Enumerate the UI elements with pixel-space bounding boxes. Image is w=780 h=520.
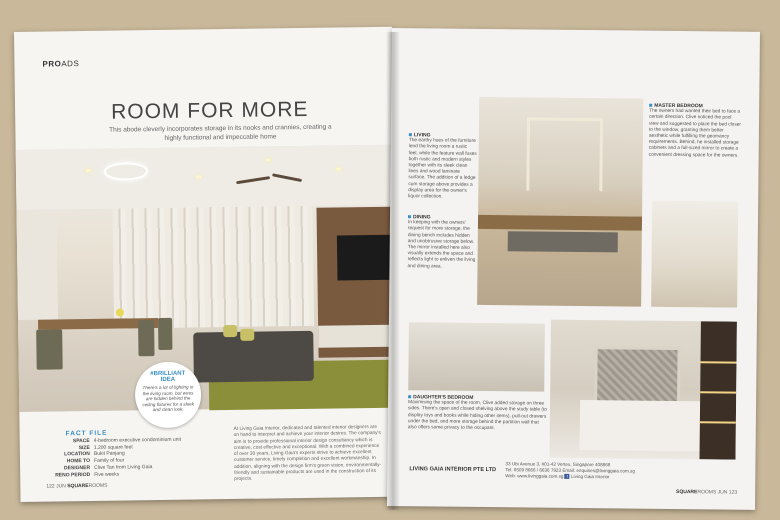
flower-vase [116, 308, 124, 316]
folio-left [46, 483, 107, 490]
fact-label: HOME TO [66, 458, 91, 465]
left-page [14, 27, 399, 502]
contact-address: 33 Ubi Avenue 3, #01-42 Vertex, Singapore 408868 [505, 461, 611, 468]
dining-chair [36, 329, 63, 369]
caption-living [408, 132, 477, 201]
caption-heading: DINING [408, 214, 476, 221]
tv-console [318, 325, 396, 348]
ceiling-arch [526, 117, 603, 191]
fact-file-title: FACT FILE [65, 429, 108, 438]
curtains [112, 206, 314, 329]
ceiling-light [336, 167, 341, 170]
fact-file-table [50, 437, 182, 479]
magazine-name-b: ROOMS [697, 489, 717, 496]
facebook-icon: f [566, 473, 568, 479]
caption-text: Maximising the space of the room, Clive added storage on three sides. There's open and closed shelving above the study table (to display toys and books while hiding other items), pull-out drawers under the bed, and more storage behind the partition wall that also offers some privacy to the occupant. [407, 400, 547, 432]
dining-chair [138, 320, 155, 356]
magazine-name-b: ROOMS [88, 482, 108, 490]
ceiling [16, 145, 395, 210]
badge-text: There's a lot of lighting in the living room, but wires are hidden behind the ceiling fixtures for a sleek and clean look. [142, 384, 195, 413]
contact-phone: Tel: 6509 8666 / 6636 7923 [505, 467, 562, 473]
fact-value: Five weeks [94, 471, 120, 478]
caption-text: In keeping with the owners' request for more storage, the dining bench includes hidden and unobtrusive storage below. The mirror installed here also visually extends the space and reflects light to enliven the living and dining area. [407, 220, 476, 270]
brilliant-idea-badge [135, 361, 202, 428]
contact-web: Web: www.livinggaia.com.sg [505, 473, 564, 479]
folio-month: JUN [56, 483, 66, 490]
contact-email: Email: enquiries@livinggaia.com.sg [562, 467, 635, 474]
ceiling-light [266, 158, 271, 161]
body-copy: At Living Gaia Interior, dedicated and talented interior designers are on hand to interpret and achieve your interior desires. The company's aim is to provide professional interior design consultancy which is creative, cost effective and exceptional. With a combined experience of over 30 years, Living Gaia's experts strive to achieve excellent customer service, timely completion and excellent workmanship. In addition, aligning with the design firm's green vision, environmentally-friendly and sustainable products are used in the construction of its projects. [233, 424, 382, 483]
page-number: 122 [46, 483, 55, 490]
fact-label: SPACE [72, 437, 90, 445]
window [16, 209, 58, 320]
fact-value: Clive Tan from Living Gaia [94, 463, 153, 471]
fact-value: Bukit Panjang [93, 450, 125, 458]
fact-label: RENO PERIOD [55, 471, 91, 478]
section-prefix: PRO [42, 59, 62, 69]
caption-text: The owners had wanted their bed to face a certain direction. Clive noticed the pool view and suggested to place the bed closer to the window, granting them better aesthetic while fulfilling the geomancy requirements. Behind, he installed storage cabinets and a full-sized mirror to create a convenient dressing space for the owners. [648, 108, 742, 159]
ceiling-light [86, 169, 91, 172]
spine-gutter [386, 32, 400, 510]
dining-living-photo [477, 97, 643, 307]
magazine-name-a: SQUARE [675, 488, 698, 496]
cushion [240, 329, 254, 341]
caption-dining [407, 214, 476, 271]
dining-chairs [508, 231, 618, 252]
page-number: 123 [728, 489, 738, 496]
section-tag [42, 59, 79, 69]
contact-social: Living Gaia Interior [570, 473, 610, 480]
daughter-bedroom-photo [408, 322, 545, 391]
folio-month: JUN [717, 489, 728, 496]
caption-master-bedroom [649, 103, 742, 160]
master-bedroom-detail-photo [651, 201, 738, 308]
shelf-light [700, 391, 736, 393]
fact-row [50, 470, 181, 479]
magazine-name-a: SQUARE [67, 483, 89, 490]
dining-chair [158, 318, 172, 350]
ceiling-light [196, 175, 201, 178]
living-room-photo [16, 145, 398, 412]
magazine-spread [14, 32, 760, 510]
cushion [223, 325, 237, 337]
bed [580, 400, 701, 451]
caption-heading: DAUGHTER'S BEDROOM [408, 394, 548, 402]
master-bedroom-photo [550, 320, 737, 460]
caption-heading: LIVING [409, 132, 477, 139]
fact-value: Family of four [93, 457, 125, 465]
standfirst: This abode cleverly incorporates storage in its nooks and crannies, creating a highly functional and impeccable home [109, 123, 332, 142]
caption-daughter-bedroom [408, 394, 548, 433]
shelf-light [701, 361, 737, 363]
fact-label: DESIGNER [63, 464, 91, 472]
right-page [387, 28, 760, 510]
company-name: LIVING GAIA INTERIOR PTE LTD [409, 466, 497, 474]
caption-text: The earthy hues of the furniture lend the living room a rustic feel, while the feature wall fuses both rustic and modern styles together with its sleek clean lines and wood laminate surface. The addition of a ledge cum storage above provides a display area for the owner's liquor collection. [408, 138, 477, 200]
fact-label: SIZE [78, 444, 90, 451]
folio-right [676, 489, 737, 496]
badge-tag: #BRILLIANT [150, 370, 186, 378]
badge-title: IDEA [160, 376, 176, 383]
headline: ROOM FOR MORE [110, 97, 309, 124]
contact-block [505, 461, 635, 480]
dining-table [478, 215, 642, 231]
ceiling-fan [236, 174, 306, 185]
shelf-light [700, 421, 736, 423]
caption-heading: MASTER BEDROOM [649, 103, 741, 110]
fact-value: 4-bedroom executive condominium unit [93, 436, 182, 444]
fact-value: 1,200 square feet [93, 444, 133, 451]
section-suffix: ADS [61, 59, 80, 69]
fact-label: LOCATION [64, 451, 90, 458]
